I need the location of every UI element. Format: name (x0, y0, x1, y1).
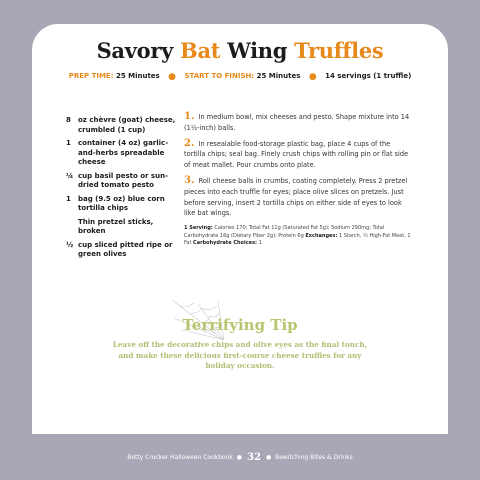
step-text: Roll cheese balls in crumbs, coating completely. Press 2 pretzel pieces into each truffle for eyes; place olive slices on pretzels. Just before serving, insert 2 tortilla chips on either side of eyes to look like bat wings. (184, 176, 408, 218)
nutrition-exchanges-text: 1 Starch, ½ High-Fat Meat, 1 Fat (184, 232, 411, 247)
step-number: 2. (184, 137, 195, 149)
footer (0, 452, 480, 463)
direction-step (184, 112, 412, 134)
ingredient-text: container (4 oz) garlic-and-herbs spreadable cheese (78, 139, 169, 166)
ingredient-amount (66, 218, 78, 237)
direction-step (184, 139, 412, 171)
step-number: 1. (184, 111, 195, 122)
meta-separator: ● (308, 72, 317, 82)
servings: 14 servings (1 truffle) (325, 72, 412, 80)
finish-time-label: START TO FINISH: (184, 72, 255, 80)
ingredient-item (66, 218, 176, 237)
section-title: Bewitching Bites & Drinks (275, 454, 353, 461)
book-title: Betty Crocker Halloween Cookbook (127, 454, 233, 461)
ingredient-text: bag (9.5 oz) blue corn tortilla chips (78, 194, 165, 212)
ingredient-amount: ¼ (66, 171, 74, 180)
nutrition-serving-label: 1 Serving: (184, 225, 213, 232)
ingredient-text: oz chèvre (goat) cheese, crumbled (1 cup) (78, 116, 176, 134)
step-text: In resealable food-storage plastic bag, place 4 cups of the tortilla chips; seal bag. Finely crush chips with rolling pin or flat side of meat mallet. Pour crumbs onto plate. (184, 139, 409, 170)
ingredient-list (66, 116, 176, 264)
tip-text: Leave off the decorative chips and olive eyes as the final touch, and make these delicious first-course cheese truffles for any holiday occasion. (112, 340, 368, 370)
directions (184, 112, 412, 253)
footer-bullet: ● (236, 454, 243, 461)
ingredient-item (66, 195, 176, 214)
tip-title: Terrifying Tip (182, 316, 298, 334)
prep-time-label: PREP TIME: (68, 72, 114, 80)
finish-time-value: 25 Minutes (256, 72, 301, 80)
ingredient-text: Thin pretzel sticks, broken (78, 217, 154, 235)
ingredient-amount: 8 (66, 116, 71, 124)
prep-time-value: 25 Minutes (115, 72, 160, 80)
page-number: 32 (247, 452, 261, 463)
ingredient-amount: ½ (66, 240, 74, 249)
nutrition-info (184, 225, 412, 248)
recipe-meta (0, 72, 480, 82)
nutrition-exchanges-label: Exchanges: (305, 232, 338, 239)
nutrition-serving-text: Calories 170; Total Fat 11g (Saturated Fat 5g); Sodium 290mg; Total Carbohydrate 16g (Dietary Fiber 2g); Protein 6g (184, 225, 385, 239)
direction-step (184, 176, 412, 219)
footer-bullet: ● (265, 454, 272, 461)
ingredient-text: cup basil pesto or sun-dried tomato pesto (78, 171, 168, 189)
nutrition-carb-label: Carbohydrate Choices: (193, 240, 258, 247)
meta-separator: ● (168, 72, 177, 82)
ingredient-amount: 1 (66, 139, 71, 147)
step-text: In medium bowl, mix cheeses and pesto. Shape mixture into 14 (1½-inch) balls. (184, 113, 410, 132)
ingredient-amount: 1 (66, 194, 71, 203)
ingredient-item (66, 139, 176, 168)
recipe-title: Savory Bat Wing Truffles (96, 38, 384, 63)
step-number: 3. (184, 174, 195, 186)
ingredient-item (66, 241, 176, 260)
ingredient-item (66, 172, 176, 191)
nutrition-carb-text: 1 (258, 240, 262, 247)
ingredient-item (66, 116, 176, 135)
ingredient-text: cup sliced pitted ripe or green olives (78, 240, 173, 258)
